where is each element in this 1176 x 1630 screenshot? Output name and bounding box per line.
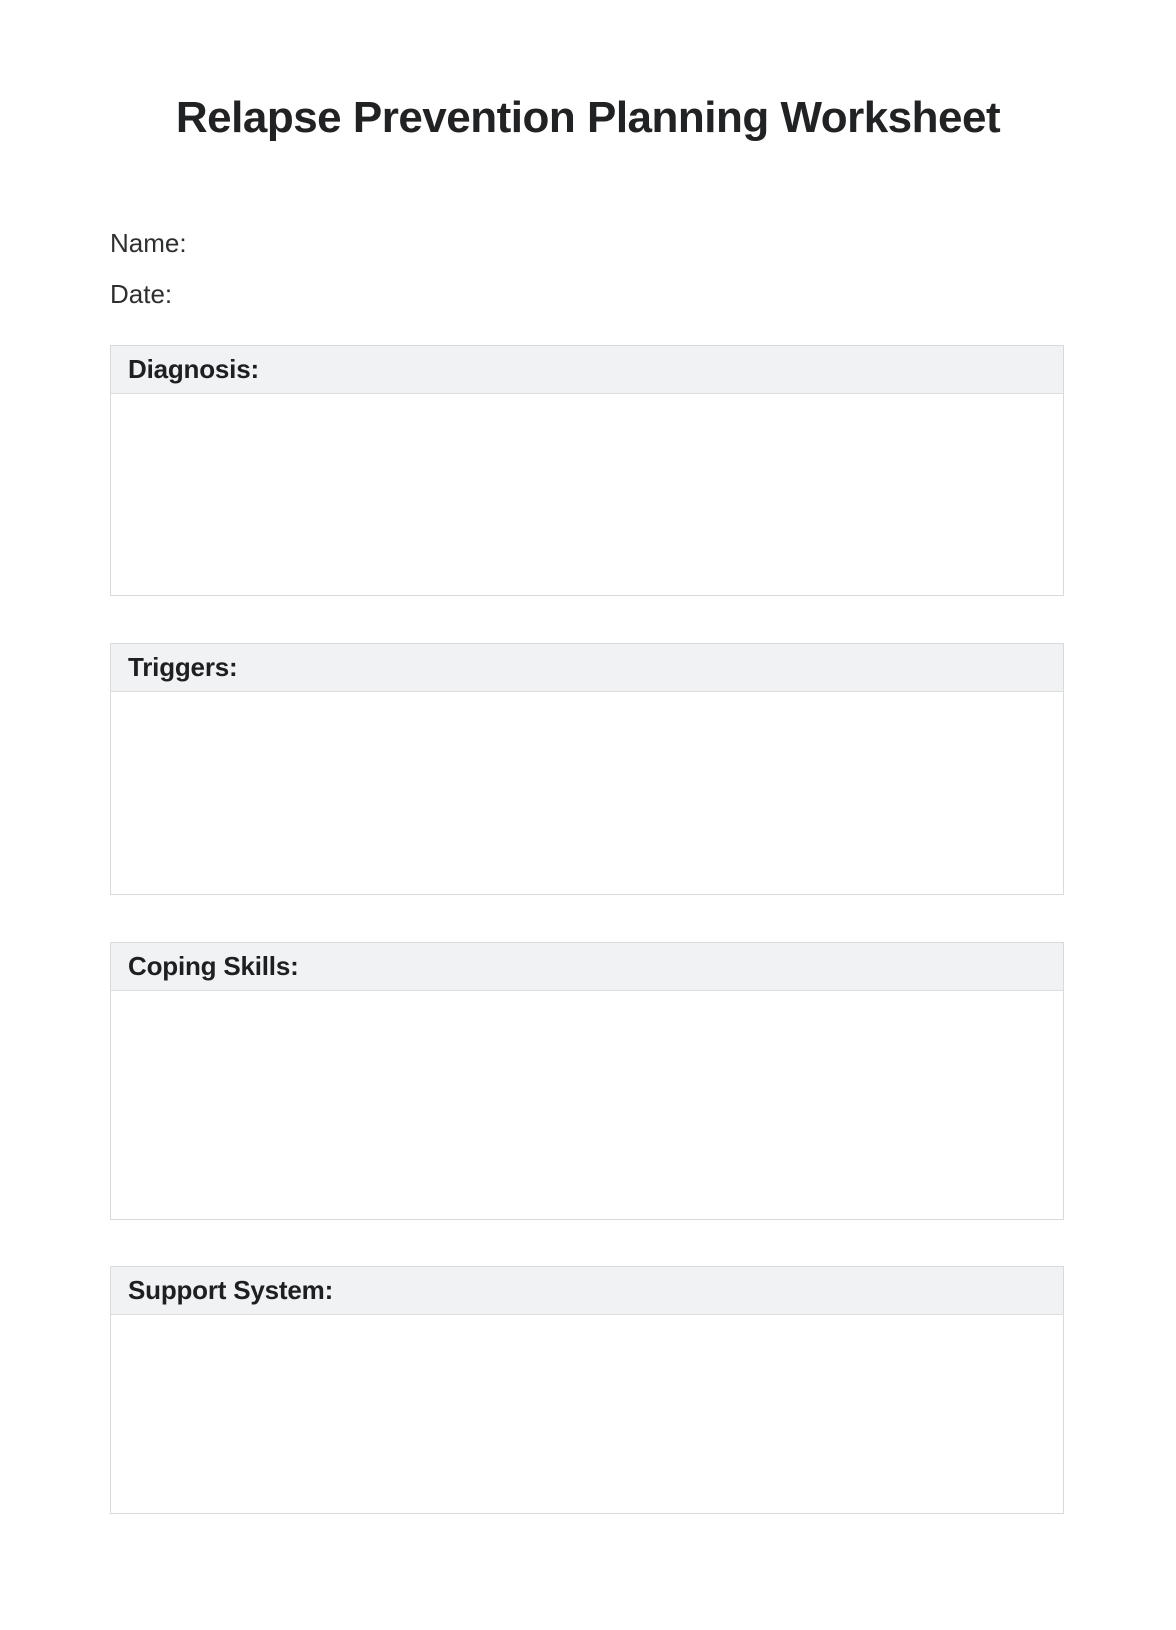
- section-triggers: [110, 643, 1064, 895]
- section-coping-skills: [110, 942, 1064, 1220]
- section-diagnosis: [110, 345, 1064, 596]
- section-support-system-header: [111, 1267, 1063, 1315]
- section-coping-skills-header: [111, 943, 1063, 991]
- section-triggers-label: Triggers:: [128, 652, 238, 682]
- section-diagnosis-input[interactable]: [111, 394, 1063, 595]
- section-diagnosis-label: Diagnosis:: [128, 354, 259, 384]
- date-label: Date:: [110, 279, 173, 309]
- date-field-row: [110, 273, 1064, 309]
- section-support-system-label: Support System:: [128, 1275, 334, 1305]
- date-input[interactable]: [182, 273, 1064, 303]
- page-title: Relapse Prevention Planning Worksheet: [175, 93, 1001, 142]
- section-coping-skills-label: Coping Skills:: [128, 951, 299, 981]
- section-triggers-header: [111, 644, 1063, 692]
- section-triggers-input[interactable]: [111, 692, 1063, 894]
- section-coping-skills-input[interactable]: [111, 991, 1063, 1219]
- name-label: Name:: [110, 228, 187, 258]
- section-diagnosis-header: [111, 346, 1063, 394]
- name-field-row: [110, 222, 1064, 258]
- name-input[interactable]: [197, 222, 1064, 252]
- section-support-system-input[interactable]: [111, 1315, 1063, 1513]
- section-support-system: [110, 1266, 1064, 1514]
